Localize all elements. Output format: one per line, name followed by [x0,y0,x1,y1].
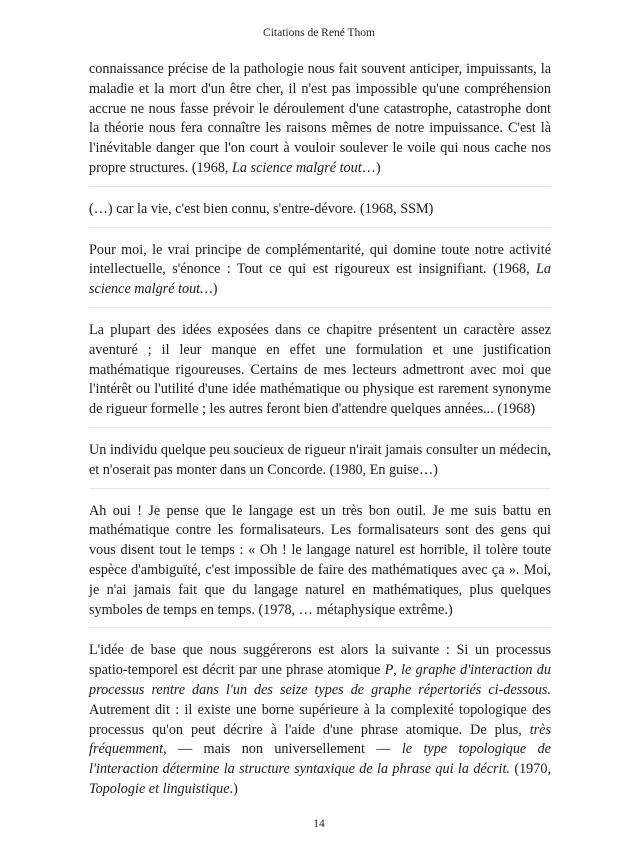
quote-text: …) [361,159,381,176]
quote-text: , [393,662,402,679]
quote-text: L'idée de base que nous suggérerons est alors la suivante : Si un processus spatio-temporel est décrit par une phrase atomique [89,642,551,679]
quote-text: .) [229,780,238,797]
quote-text: connaissance précise de la pathologie nous fait souvent anticiper, impuissants, la maladie et la mort d'un être cher, il n'est pas impossible qu'une compréhension accrue ne nous fasse prévoir le déroulement d'une catastrophe, catastrophe dont la théorie nous fera connaître les raisons mêmes de notre impuissance. C'est là l'inévitable danger que l'on court à vouloir soulever le voile qui nous cache nos propre structures. (1968, [89,61,551,176]
quote-text: Un individu quelque peu soucieux de rigueur n'irait jamais consulter un médecin, et n'oserait pas monter dans un Concorde. (1980, En guise…) [89,441,551,478]
quote-text: La plupart des idées exposées dans ce chapitre présentent un caractère assez aventuré ; il leur manque en effet une formulation et une justification mathématique rigoureuses. Certains de mes lecteurs admettront avec moi que l'intérêt ou l'utilité d'une idée mathématique ou physique est rarement synonyme de rigueur formelle ; les autres feront bien d'attendre quelques années... (1968) [89,321,551,418]
quote-source-title: Topologie et linguistique [89,780,230,797]
quotation-paragraph [89,241,551,308]
quote-text: Ah oui ! Je pense que le langage est un très bon outil. Je me suis battu en mathématique contre les formalisateurs. Les formalisateurs sont des gens qui vous disent tout le temps : « Oh ! le langage naturel est horrible, il tolère toute espèce d'ambiguïté, c'est impossible de faire des mathématiques avec ça ». Moi, je n'ai jamais fait que du langage naturel en mathématiques, plus quelques symboles de temps en temps. (1978, … métaphysique extrême.) [89,502,551,618]
quotation-paragraph [89,321,551,428]
quotation-paragraph [89,60,551,187]
quote-text: — mais non universellement — [166,741,402,758]
quotation-paragraph [89,441,551,489]
quote-variable: P [384,662,394,679]
quotation-paragraph [89,502,551,629]
quote-text: (1970, [509,761,551,778]
page-number: 14 [313,818,325,830]
quote-source-title: La science malgré tout… [89,261,551,298]
quote-emphasis: le graphe d'interaction du processus rentre dans l'un des seize types de graphe répertoriés ci-dessous. [89,662,551,698]
quote-source-title: La science malgré tout [232,159,362,176]
quotation-list [89,60,551,820]
quote-text: Autrement dit : il existe une borne supérieure à la complexité topologique des processus qu'on peut décrire à l'aide d'une phrase atomique. De plus, [89,701,551,738]
quote-text: Pour moi, le vrai principe de complémentarité, qui domine toute notre activité intellectuelle, s'énonce : Tout ce qui est rigoureux est insignifiant. (1968, [89,241,551,278]
quote-text: ) [212,281,218,298]
quote-text: (…) car la vie, c'est bien connu, s'entre-dévore. (1968, SSM) [89,200,434,217]
running-header: Citations de René Thom [263,27,375,39]
quote-emphasis: très fréquemment, [89,721,551,758]
quote-emphasis: le type topologique de l'interaction détermine la structure syntaxique de la phrase qui la décrit. [89,741,551,778]
quotation-paragraph [89,200,551,228]
quotation-paragraph [89,641,551,806]
